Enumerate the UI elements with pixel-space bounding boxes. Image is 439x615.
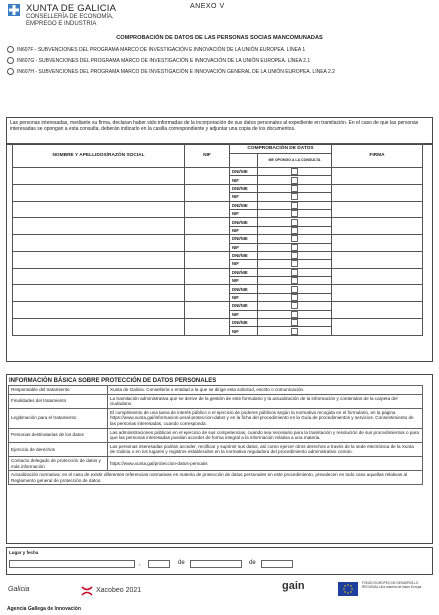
- gdpr-row-value: El cumplimiento de una tarea de interés público o el ejercicio de poderes públicos según la normativa recogida en el formulario, en la página https://www.xunta.gal/informacion-xeral-proteccion-datos y en la ficha del procedimiento en la Guía de procedimientos y servicios. Consentimiento de las personas interesadas, cuando corresponda.: [108, 408, 423, 428]
- signature-field[interactable]: [332, 235, 423, 252]
- gdpr-row: [9, 428, 423, 442]
- department-line-2: EMPREGO E INDUSTRIA: [26, 21, 97, 27]
- gdpr-row-key: Ejercicio de derechos: [9, 442, 108, 456]
- gdpr-row-value: Las administraciones públicas en el ejercicio de sus competencias, cuando sea necesario para la tramitación y resolución de sus procedimientos o para que las personas interesadas puedan acceder de forma integral a la información relativa a una materia.: [108, 428, 423, 442]
- radio-icon[interactable]: [7, 57, 14, 64]
- name-input[interactable]: [13, 168, 185, 185]
- oppose-checkbox-cell[interactable]: [258, 310, 332, 318]
- nif-label: NIF: [230, 327, 258, 335]
- oppose-checkbox[interactable]: [291, 311, 298, 318]
- oppose-checkbox-cell[interactable]: [258, 226, 332, 234]
- gdpr-row-value: La tramitación administrativa que se derive de la gestión de este formulario y la actualización de la información y contenidos de la carpeta del ciudadano.: [108, 394, 423, 408]
- oppose-checkbox[interactable]: [291, 168, 298, 175]
- name-input[interactable]: [13, 218, 185, 235]
- dni-label: DNI/NIE: [230, 168, 258, 176]
- name-input[interactable]: [13, 235, 185, 252]
- oppose-checkbox-cell[interactable]: [258, 235, 332, 243]
- nif-input[interactable]: [185, 251, 230, 268]
- month-input[interactable]: [190, 560, 242, 568]
- col-header-sign: FIRMA: [332, 144, 423, 168]
- oppose-checkbox-cell[interactable]: [258, 201, 332, 209]
- oppose-checkbox-cell[interactable]: [258, 176, 332, 184]
- oppose-checkbox-cell[interactable]: [258, 319, 332, 327]
- dni-label: DNI/NIE: [230, 235, 258, 243]
- oppose-checkbox[interactable]: [291, 328, 298, 335]
- year-input[interactable]: [261, 560, 293, 568]
- consent-note: Las personas interesadas, mediante su firma, declaran haber sido informadas de la incorporación de sus datos personales al expediente en tramitación. En el caso de que las personas interesadas se opongan a esta consulta, deberán indicarlo en la casilla correspondiente y adjuntar una copia de los documentos.: [6, 117, 433, 144]
- oppose-checkbox[interactable]: [291, 260, 298, 267]
- oppose-checkbox-cell[interactable]: [258, 277, 332, 285]
- gain-logo: gain: [282, 580, 305, 592]
- xacobeo-logo-text: Xacobeo 2021: [96, 587, 142, 594]
- oppose-checkbox-cell[interactable]: [258, 184, 332, 192]
- name-input[interactable]: [13, 285, 185, 302]
- place-date-label: Lugar y fecha: [9, 550, 39, 555]
- signature-field[interactable]: [332, 218, 423, 235]
- oppose-checkbox[interactable]: [291, 319, 298, 326]
- procedure-label: IN607F - SUBVENCIONES DEL PROGRAMA MARCO DE INVESTIGACIÓN E INNOVACIÓN DE LA UNIÓN EUROPEA. LÍNEA 1: [17, 46, 306, 53]
- de-separator-1: de: [178, 560, 185, 566]
- gdpr-row: [9, 456, 423, 470]
- table-row: [13, 268, 423, 276]
- signature-field[interactable]: [332, 268, 423, 285]
- oppose-checkbox[interactable]: [291, 193, 298, 200]
- nif-label: NIF: [230, 193, 258, 201]
- oppose-checkbox-cell[interactable]: [258, 293, 332, 301]
- oppose-checkbox-cell[interactable]: [258, 268, 332, 276]
- gdpr-row: [9, 408, 423, 428]
- dni-label: DNI/NIE: [230, 268, 258, 276]
- procedure-option-2[interactable]: [7, 57, 310, 64]
- gdpr-row-value: Xunta de Galicia. Consellería o entidad a la que se dirige esta solicitud, escrito o comunicación.: [108, 386, 423, 395]
- dni-label: DNI/NIE: [230, 184, 258, 192]
- day-input[interactable]: [148, 560, 170, 568]
- col-header-oppose: ME OPONGO A LA CONSULTA: [258, 153, 332, 167]
- gdpr-row-value: Las personas interesadas podrán acceder, rectificar y suprimir sus datos, así como ejercer otros derechos a través de la sede electrónica de la Xunta de Galicia o en los lugares y registros establecidos en la normativa reguladora del procedimiento administrativo común.: [108, 442, 423, 456]
- oppose-checkbox[interactable]: [291, 210, 298, 217]
- oppose-checkbox-cell[interactable]: [258, 285, 332, 293]
- gdpr-row: [9, 442, 423, 456]
- signature-field[interactable]: [332, 251, 423, 268]
- nif-label: NIF: [230, 293, 258, 301]
- department-line-1: CONSELLERÍA DE ECONOMÍA,: [26, 14, 114, 20]
- procedure-option-3[interactable]: [7, 68, 335, 75]
- department-name: [26, 14, 114, 28]
- signature-field[interactable]: [332, 319, 423, 336]
- col-header-check: COMPROBACIÓN DE DATOS: [230, 144, 332, 154]
- oppose-checkbox[interactable]: [291, 252, 298, 259]
- eu-flag-icon: [338, 582, 358, 596]
- table-row: [13, 235, 423, 243]
- oppose-checkbox-cell[interactable]: [258, 302, 332, 310]
- signature-field[interactable]: [332, 201, 423, 218]
- oppose-checkbox-cell[interactable]: [258, 209, 332, 217]
- oppose-checkbox[interactable]: [291, 302, 298, 309]
- col-header-name: NOMBRE Y APELLIDOS/RAZÓN SOCIAL: [13, 144, 185, 168]
- oppose-checkbox-cell[interactable]: [258, 251, 332, 259]
- gdpr-title: INFORMACIÓN BÁSICA SOBRE PROTECCIÓN DE DATOS PERSONALES: [9, 378, 217, 384]
- col-header-nif: NIF: [185, 144, 230, 168]
- nif-input[interactable]: [185, 302, 230, 319]
- nif-label: NIF: [230, 176, 258, 184]
- dni-label: DNI/NIE: [230, 319, 258, 327]
- place-input[interactable]: [9, 560, 135, 568]
- xacobeo-logo-icon: [80, 584, 94, 598]
- nif-input[interactable]: [185, 201, 230, 218]
- de-separator-2: de: [249, 560, 256, 566]
- nif-input[interactable]: [185, 285, 230, 302]
- oppose-checkbox[interactable]: [291, 286, 298, 293]
- signature-field[interactable]: [332, 184, 423, 201]
- dni-label: DNI/NIE: [230, 218, 258, 226]
- brand-name: XUNTA DE GALICIA: [26, 3, 117, 14]
- oppose-checkbox[interactable]: [291, 202, 298, 209]
- oppose-checkbox-cell[interactable]: [258, 193, 332, 201]
- oppose-checkbox-cell[interactable]: [258, 168, 332, 176]
- name-input[interactable]: [13, 201, 185, 218]
- table-row: [13, 184, 423, 192]
- dni-label: DNI/NIE: [230, 285, 258, 293]
- nif-label: NIF: [230, 209, 258, 217]
- radio-icon[interactable]: [7, 68, 14, 75]
- oppose-checkbox[interactable]: [291, 235, 298, 242]
- eu-fund-text: FONDO EUROPEO DE DESARROLLO REGIONAL Una manera de hacer Europa: [362, 581, 422, 589]
- nif-label: NIF: [230, 260, 258, 268]
- gdpr-row-key: Legitimación para el tratamiento: [9, 408, 108, 428]
- oppose-checkbox[interactable]: [291, 227, 298, 234]
- comma-separator: ,: [139, 561, 141, 567]
- table-row: [13, 319, 423, 327]
- oppose-checkbox[interactable]: [291, 244, 298, 251]
- nif-input[interactable]: [185, 319, 230, 336]
- document-title: COMPROBACIÓN DE DATOS DE LAS PERSONAS SOCIAS MANCOMUNADAS: [116, 35, 323, 41]
- name-input[interactable]: [13, 319, 185, 336]
- gdpr-row-key: Personas destinatarias de los datos: [9, 428, 108, 442]
- table-row: [13, 218, 423, 226]
- nif-input[interactable]: [185, 184, 230, 201]
- name-input[interactable]: [13, 251, 185, 268]
- nif-input[interactable]: [185, 268, 230, 285]
- gdpr-row-value: https://www.xunta.gal/proteccion-datos-persoais: [108, 456, 423, 470]
- signature-field[interactable]: [332, 285, 423, 302]
- oppose-checkbox[interactable]: [291, 185, 298, 192]
- dni-label: DNI/NIE: [230, 251, 258, 259]
- oppose-checkbox-cell[interactable]: [258, 243, 332, 251]
- name-input[interactable]: [13, 184, 185, 201]
- oppose-checkbox[interactable]: [291, 219, 298, 226]
- gdpr-row: [9, 394, 423, 408]
- gdpr-row-key: Responsable del tratamiento: [9, 386, 108, 395]
- nif-input[interactable]: [185, 235, 230, 252]
- dni-label: DNI/NIE: [230, 201, 258, 209]
- nif-label: NIF: [230, 243, 258, 251]
- table-row: [13, 201, 423, 209]
- name-input[interactable]: [13, 302, 185, 319]
- oppose-checkbox[interactable]: [291, 269, 298, 276]
- dni-label: DNI/NIE: [230, 302, 258, 310]
- oppose-checkbox[interactable]: [291, 294, 298, 301]
- gdpr-row: [9, 386, 423, 395]
- gdpr-table: [8, 385, 423, 485]
- agency-name: Agencia Gallega de Innovación: [7, 606, 81, 612]
- xunta-logo-icon: [8, 4, 20, 16]
- signature-field[interactable]: [332, 302, 423, 319]
- gdpr-row-key: Finalidades del tratamiento: [9, 394, 108, 408]
- gdpr-row-key: Contacto delegado de protección de datos y más información: [9, 456, 108, 470]
- table-row: [13, 168, 423, 176]
- nif-input[interactable]: [185, 218, 230, 235]
- nif-label: NIF: [230, 226, 258, 234]
- name-input[interactable]: [13, 268, 185, 285]
- procedure-option-1[interactable]: [7, 46, 305, 53]
- procedure-label: IN607H - SUBVENCIONES DEL PROGRAMA MARCO DE INVESTIGACIÓN E INNOVACIÓN GENERAL DE LA UNIÓN EUROPEA. LÍNEA 2.2: [17, 68, 335, 75]
- table-row: [13, 285, 423, 293]
- col-header-blank: [230, 153, 258, 167]
- galicia-logo: Galicia: [8, 586, 30, 593]
- nif-input[interactable]: [185, 168, 230, 185]
- radio-icon[interactable]: [7, 46, 14, 53]
- persons-table: [12, 143, 423, 336]
- nif-label: NIF: [230, 277, 258, 285]
- oppose-checkbox[interactable]: [291, 277, 298, 284]
- table-row: [13, 251, 423, 259]
- oppose-checkbox-cell[interactable]: [258, 327, 332, 335]
- gdpr-footer-note: Actualización normativa: en el caso de existir diferentes referencias normativas en materia de protección de datos personales en este procedimiento, prevalecen en todo caso aquellas relativas al Reglamento general de protección de datos.: [9, 471, 423, 485]
- oppose-checkbox[interactable]: [291, 177, 298, 184]
- oppose-checkbox-cell[interactable]: [258, 218, 332, 226]
- oppose-checkbox-cell[interactable]: [258, 260, 332, 268]
- procedure-label: IN607G - SUBVENCIONES DEL PROGRAMA MARCO DE INVESTIGACIÓN E INNOVACIÓN DE LA UNIÓN EUROPEA. LÍNEA 2.1: [17, 57, 311, 64]
- table-row: [13, 302, 423, 310]
- annex-label: ANEXO V: [190, 3, 225, 10]
- signature-field[interactable]: [332, 168, 423, 185]
- nif-label: NIF: [230, 310, 258, 318]
